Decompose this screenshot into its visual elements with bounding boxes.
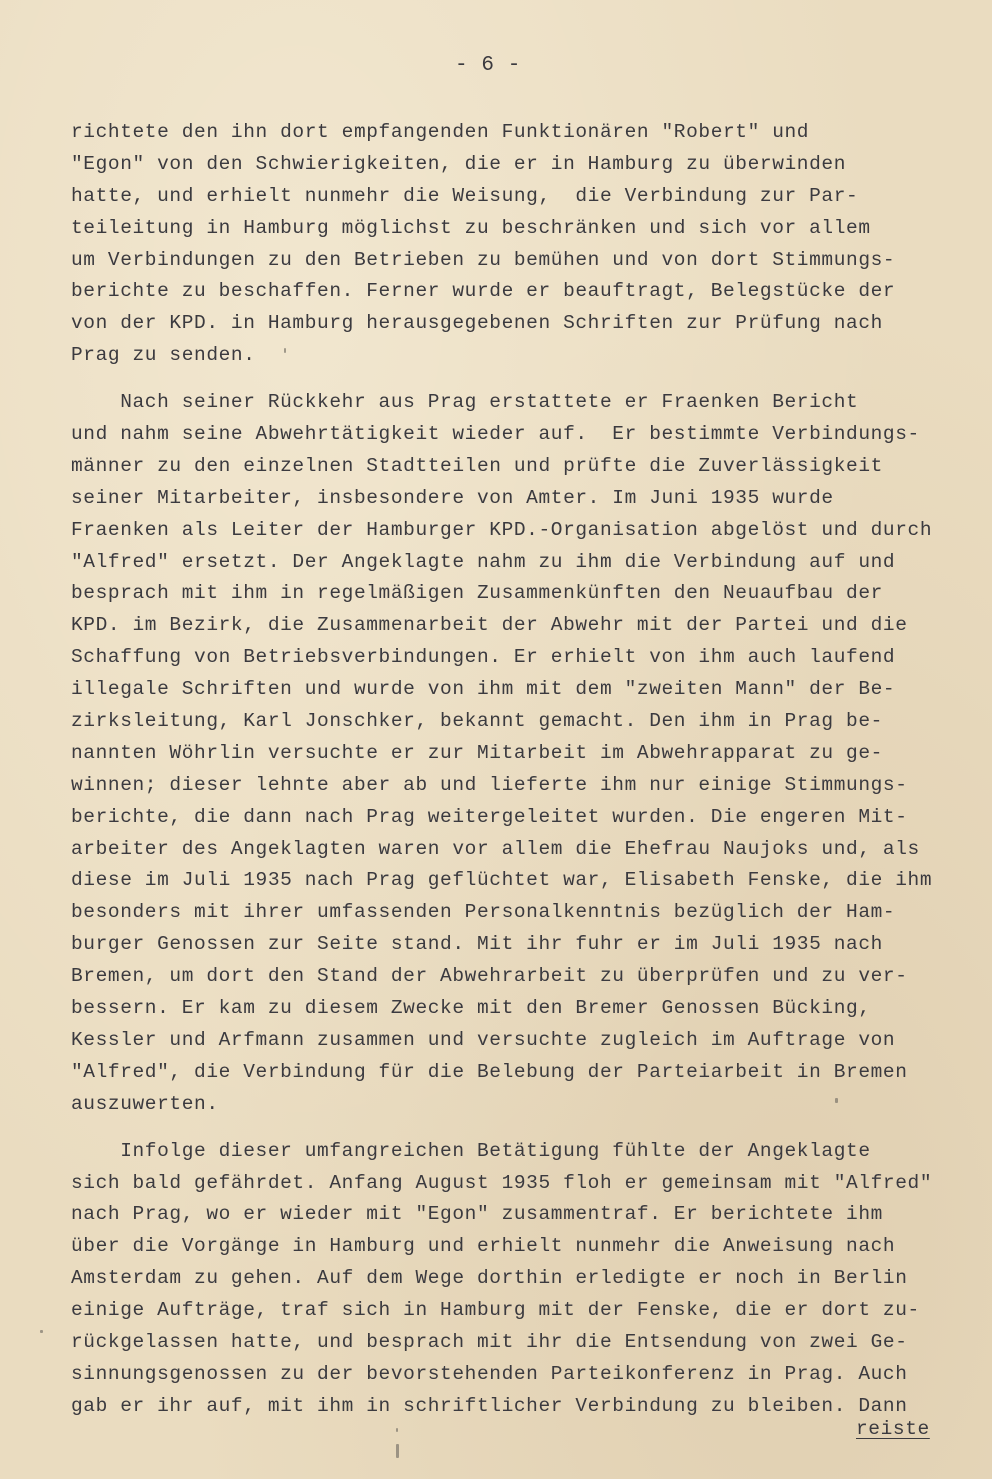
- text-line: zirksleitung, Karl Jonschker, bekannt gemacht. Den ihm in Prag be-: [71, 710, 883, 733]
- text-line: auszuwerten.: [71, 1092, 219, 1115]
- text-line: Bremen, um dort den Stand der Abwehrarbeit zu überprüfen und zu ver-: [71, 965, 908, 988]
- paper-speck: [396, 1428, 398, 1432]
- text-line: nach Prag, wo er wieder mit "Egon" zusammentraf. Er berichtete ihm: [71, 1203, 883, 1226]
- text-line: gab er ihr auf, mit ihm in schriftlicher Verbindung zu bleiben. Dann: [71, 1394, 908, 1417]
- text-line: über die Vorgänge in Hamburg und erhielt nunmehr die Anweisung nach: [71, 1235, 896, 1258]
- text-line: Amsterdam zu gehen. Auf dem Wege dorthin erledigte er noch in Berlin: [71, 1267, 908, 1290]
- text-line: nannten Wöhrlin versuchte er zur Mitarbeit im Abwehrapparat zu ge-: [71, 741, 883, 764]
- text-line: besonders mit ihrer umfassenden Personalkenntnis bezüglich der Ham-: [71, 901, 896, 924]
- text-line: von der KPD. in Hamburg herausgegebenen Schriften zur Prüfung nach: [71, 312, 883, 335]
- text-line: "Alfred", die Verbindung für die Belebung der Parteiarbeit in Bremen: [71, 1060, 908, 1083]
- paragraph: [71, 1136, 961, 1423]
- text-line: winnen; dieser lehnte aber ab und lieferte ihm nur einige Stimmungs-: [71, 773, 908, 796]
- text-line: bessern. Er kam zu diesem Zwecke mit den Bremer Genossen Bücking,: [71, 997, 871, 1020]
- paper-speck: [396, 1444, 399, 1458]
- text-line: "Alfred" ersetzt. Der Angeklagte nahm zu ihm die Verbindung auf und: [71, 550, 896, 573]
- text-line: KPD. im Bezirk, die Zusammenarbeit der Abwehr mit der Partei und die: [71, 614, 908, 637]
- text-line: Fraenken als Leiter der Hamburger KPD.-Organisation abgelöst und durch: [71, 518, 933, 541]
- document-body: [71, 117, 961, 1438]
- text-line: berichte, die dann nach Prag weitergeleitet wurden. Die engeren Mit-: [71, 805, 908, 828]
- text-line: besprach mit ihm in regelmäßigen Zusammenkünften den Neuaufbau der: [71, 582, 883, 605]
- text-line: arbeiter des Angeklagten waren vor allem die Ehefrau Naujoks und, als: [71, 837, 920, 860]
- text-line: männer zu den einzelnen Stadtteilen und prüfte die Zuverlässigkeit: [71, 454, 883, 477]
- paragraph: [71, 387, 961, 1120]
- paper-speck: [40, 1330, 43, 1333]
- text-line: teileitung in Hamburg möglichst zu beschränken und sich vor allem: [71, 216, 871, 239]
- text-line: Kessler und Arfmann zusammen und versuchte zugleich im Auftrage von: [71, 1028, 896, 1051]
- text-line: sich bald gefährdet. Anfang August 1935 floh er gemeinsam mit "Alfred": [71, 1171, 933, 1194]
- text-line: rückgelassen hatte, und besprach mit ihr die Entsendung von zwei Ge-: [71, 1330, 908, 1353]
- text-line: um Verbindungen zu den Betrieben zu bemühen und von dort Stimmungs-: [71, 248, 896, 271]
- text-line: berichte zu beschaffen. Ferner wurde er beauftragt, Belegstücke der: [71, 280, 896, 303]
- text-line: sinnungsgenossen zu der bevorstehenden Parteikonferenz in Prag. Auch: [71, 1362, 908, 1385]
- paper-speck: [835, 1098, 838, 1103]
- page-number: - 6 -: [455, 54, 522, 77]
- catchword: reiste: [856, 1418, 930, 1440]
- text-line: diese im Juli 1935 nach Prag geflüchtet war, Elisabeth Fenske, die ihm: [71, 869, 933, 892]
- text-line: burger Genossen zur Seite stand. Mit ihr fuhr er im Juli 1935 nach: [71, 933, 883, 956]
- paper-speck: [284, 348, 286, 353]
- text-line: hatte, und erhielt nunmehr die Weisung, die Verbindung zur Par-: [71, 184, 859, 207]
- paragraph: [71, 117, 961, 372]
- text-line: Nach seiner Rückkehr aus Prag erstattete er Fraenken Bericht: [71, 391, 859, 414]
- text-line: Prag zu senden.: [71, 344, 256, 367]
- text-line: einige Aufträge, traf sich in Hamburg mit der Fenske, die er dort zu-: [71, 1299, 920, 1322]
- text-line: Infolge dieser umfangreichen Betätigung fühlte der Angeklagte: [71, 1139, 871, 1162]
- text-line: richtete den ihn dort empfangenden Funktionären "Robert" und: [71, 121, 810, 143]
- text-line: "Egon" von den Schwierigkeiten, die er in Hamburg zu überwinden: [71, 152, 847, 175]
- text-line: seiner Mitarbeiter, insbesondere von Amter. Im Juni 1935 wurde: [71, 486, 834, 509]
- text-line: Schaffung von Betriebsverbindungen. Er erhielt von ihm auch laufend: [71, 646, 896, 669]
- text-line: und nahm seine Abwehrtätigkeit wieder auf. Er bestimmte Verbindungs-: [71, 423, 920, 446]
- text-line: illegale Schriften und wurde von ihm mit dem "zweiten Mann" der Be-: [71, 678, 896, 701]
